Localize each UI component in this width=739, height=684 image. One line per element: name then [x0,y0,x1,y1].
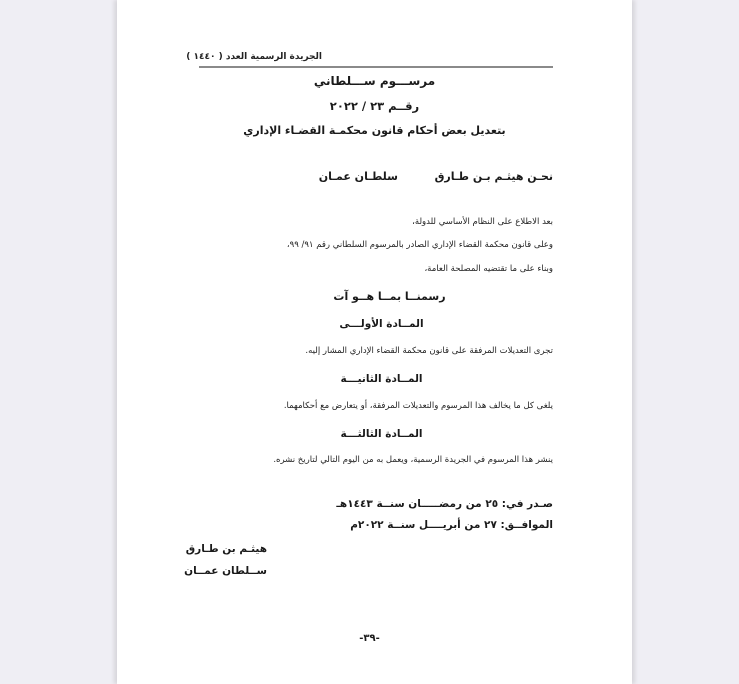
preamble-line: بعد الاطلاع على النظام الأساسي للدولة، [412,217,553,227]
gazette-header: الجريدة الرسمية العدد ( ١٤٤٠ ) [186,52,322,62]
article-text: يلغى كل ما يخالف هذا المرسوم والتعديلات المرفقة، أو يتعارض مع أحكامهما. [283,401,553,411]
decree-number: رقــم ٢٣ / ٢٠٢٢ [329,99,420,113]
article-heading: المــادة الثانيـــة [340,373,423,385]
document-page [117,0,632,684]
preamble-line: وبناء على ما تقتضيه المصلحة العامة، [424,264,553,274]
article-heading: المــادة الثالثـــة [340,428,423,440]
article-heading: المــادة الأولـــى [339,318,424,330]
issuer-title: سلطـان عمـان [318,170,398,183]
preamble-line: وعلى قانون محكمة القضاء الإداري الصادر بالمرسوم السلطاني رقم ٩١/ ٩٩، [286,240,553,250]
signature-title: ســلطان عمــان [184,565,267,577]
corresponding-date: الموافــق: ٢٧ من أبريــــل سنــة ٢٠٢٢م [350,519,553,531]
header-divider [199,66,553,68]
article-text: تجرى التعديلات المرفقة على قانون محكمة القضاء الإداري المشار إليه. [305,346,553,356]
signature-name: هيثـم بن طـارق [185,543,267,555]
decree-heading: رسمنــا بمــا هــو آت [333,290,446,303]
article-text: ينشر هذا المرسوم في الجريدة الرسمية، ويعمل به من اليوم التالي لتاريخ نشره. [273,455,553,465]
page-number: -٣٩- [359,633,380,644]
issuer-name: نحـن هيثـم بـن طـارق [434,170,553,183]
issued-date: صـدر في: ٢٥ من رمضـــــان سنــة ١٤٤٣هـ [336,498,553,510]
decree-subject: بتعديل بعض أحكام قانون محكمـة القضـاء الإداري [243,124,506,137]
decree-title: مرســـوم ســـلطاني [313,74,436,88]
